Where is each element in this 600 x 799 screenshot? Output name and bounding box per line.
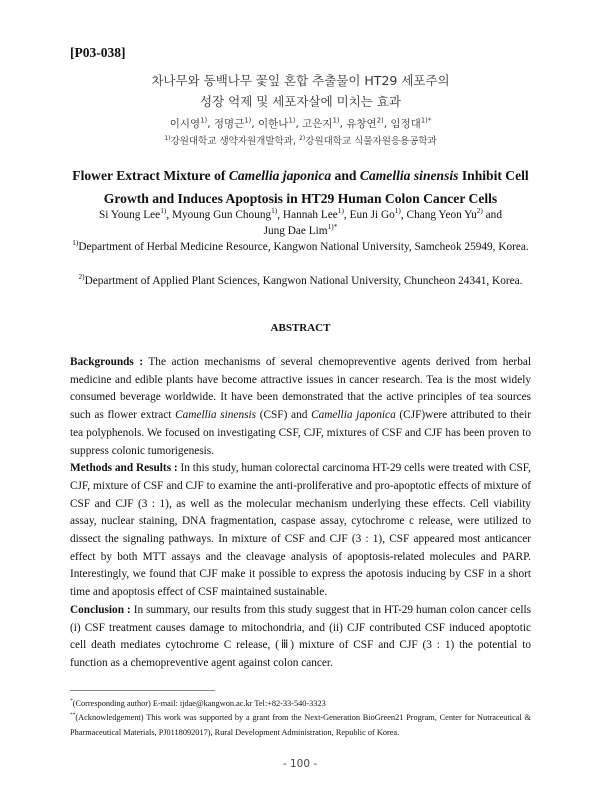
author-sup: 1)* bbox=[327, 222, 338, 232]
footnote-divider bbox=[70, 690, 215, 691]
species-name: Camellia sinensis bbox=[175, 409, 257, 422]
author: Myoung Gun Choung bbox=[171, 209, 272, 221]
author-sup: 1) bbox=[288, 116, 296, 125]
abstract-body bbox=[70, 354, 531, 673]
korean-author: 임정대 bbox=[390, 118, 421, 130]
korean-author: 유창연 bbox=[346, 118, 377, 130]
backgrounds-text: (CSF) and bbox=[256, 409, 312, 422]
author: Chang Yeon Yu bbox=[406, 209, 477, 221]
backgrounds-text: The action mechanisms of several chemopreventive agents derived from herbal medicine and edible plants have become attractive issues in cancer research. Tea is the most widely consumed beverage worldwide. It have been demonstrated that the active principles of tea sources such as flower extract bbox=[70, 356, 531, 422]
affiliation-text: Department of Applied Plant Sciences, Kangwon National University, Chuncheon 24341, Korea. bbox=[84, 275, 523, 287]
author-sup: 1) bbox=[271, 206, 278, 216]
author-sup: 1)* bbox=[420, 116, 432, 125]
korean-title-line-2: 성장 억제 및 세포자살에 미치는 효과 bbox=[200, 94, 401, 109]
title-part: and bbox=[331, 168, 360, 183]
author: Eun Ji Go bbox=[349, 209, 395, 221]
title-species-2: Camellia sinensis bbox=[359, 168, 459, 183]
korean-authors: 이시영$^{1)}$, 정명근$^{1)}$, 이한나$^{1)}$, 고은지$^{1)}$, 유창연$^{2)}$, 임정대$^{1)*}$ bbox=[169, 116, 432, 130]
korean-author: 이시영 bbox=[169, 118, 201, 130]
footnote-text: (Corresponding author) E-mail: ijdae@kangwon.ac.kr Tel:+82-33-540-3323 bbox=[72, 699, 326, 708]
methods-paragraph bbox=[70, 460, 531, 602]
english-authors bbox=[70, 207, 531, 239]
abstract-heading: ABSTRACT bbox=[270, 322, 331, 334]
korean-affil-2: 강원대학교 식물자원응용공학과 bbox=[305, 136, 437, 147]
backgrounds-text: (CJF)were attributed to their tea polyphenols. We focused on investigating CSF, CJF, mixtures of CSF and CJF has been proven to suppress colonic tumorigenesis. bbox=[70, 409, 531, 457]
author: Jung Dae Lim bbox=[263, 225, 328, 237]
title-part: Inhibit Cell bbox=[458, 168, 529, 183]
affiliation-text: Department of Herbal Medicine Resource, Kangwon National University, Samcheok 25949, Korea. bbox=[78, 241, 529, 253]
korean-author: 정명근 bbox=[213, 118, 245, 130]
author: Si Young Lee bbox=[99, 209, 161, 221]
footnote-corresponding bbox=[70, 697, 531, 712]
page-number: - 100 - bbox=[282, 758, 318, 770]
korean-affil-1: 강원대학교 생약자원개발학과, bbox=[170, 136, 296, 147]
author-sup: 2) bbox=[476, 206, 483, 216]
author-sup: 1) bbox=[244, 116, 252, 125]
footnote-acknowledgement bbox=[70, 711, 531, 740]
affiliation-1 bbox=[70, 238, 531, 256]
footnote-text: (Acknowledgement) This work was supported by a grant from the Next-Generation BioGreen21 Program, Center for Nutraceutical & Pharmaceutical Materials, PJ0118092017), Rural Development Administration, Republic of Korea. bbox=[70, 713, 531, 737]
affil-sup: 2) bbox=[78, 272, 85, 282]
conclusion-paragraph bbox=[70, 602, 531, 673]
title-part: Flower Extract Mixture of bbox=[72, 168, 229, 183]
author-sup: 2) bbox=[376, 116, 384, 125]
species-name: Camellia japonica bbox=[311, 409, 396, 422]
affiliation-2 bbox=[70, 272, 531, 290]
author-sep: , bbox=[166, 209, 172, 221]
author-sep: , bbox=[343, 209, 350, 221]
korean-affiliations bbox=[70, 133, 531, 147]
author-sup: 1) bbox=[200, 116, 208, 125]
author-sep: and bbox=[482, 209, 502, 221]
english-title bbox=[70, 164, 531, 210]
author: Hannah Lee bbox=[282, 209, 338, 221]
footnote-mark: ** bbox=[70, 712, 76, 719]
affil-sup: 1) bbox=[72, 238, 79, 248]
methods-label: Methods and Results : bbox=[70, 462, 178, 475]
author-sup: 1) bbox=[332, 116, 340, 125]
author-sup: 1) bbox=[337, 206, 344, 216]
title-line-2: Growth and Induces Apoptosis in HT29 Human Colon Cancer Cells bbox=[103, 191, 498, 206]
paper-code: [P03-038] bbox=[70, 45, 126, 60]
methods-text: In this study, human colorectal carcinoma HT-29 cells were treated with CSF, CJF, mixture of CSF and CJF to examine the anti-proliferative and pro-apoptotic effects of mixture of CSF and CJF (3 : 1), as well as the molecular mechanism underlying these effects. Cell viability assay, nuclear staining, DNA fragmentation, caspase assay, cytochrome c release, were utilized to dissect the signaling pathways. In mixture of CSF and CJF (3 : 1), CSF appeared most anticancer effect by both MTT assays and the cleavage analysis of apoptosis-related molecules and PARP. Interestingly, we found that CJF make it possible to express the apotosis inducing by CSF in a short time and apoptosis effect of CSF maintained sustainable. bbox=[70, 462, 531, 599]
author-sep: , bbox=[400, 209, 407, 221]
conclusion-text: In summary, our results from this study suggest that in HT-29 human colon cancer cells (i) CSF treatment causes damage to mitochondria, and (ii) CJF contributed CSF induced apoptotic cell death mediates cytochrome C release, (ⅲ) mixture of CSF and CJF (3 : 1) the potential to function as a chemopreventive agent against colon cancer. bbox=[70, 603, 531, 669]
korean-author: 고은지 bbox=[302, 118, 333, 130]
footnote-mark: * bbox=[70, 698, 73, 705]
author-sup: 1) bbox=[394, 206, 401, 216]
author-sup: 1) bbox=[160, 206, 167, 216]
backgrounds-label: Backgrounds : bbox=[70, 356, 144, 368]
korean-author: 이한나 bbox=[258, 118, 289, 130]
author-sep: , bbox=[277, 209, 283, 221]
affil-sup: 1) bbox=[164, 134, 171, 142]
title-species-1: Camellia japonica bbox=[228, 168, 332, 183]
conclusion-label: Conclusion : bbox=[70, 603, 131, 616]
korean-title-line-1: 차나무와 동백나무 꽃잎 혼합 추출물이 HT29 세포주의 bbox=[151, 73, 450, 88]
backgrounds-paragraph bbox=[70, 354, 531, 460]
affil-sup: 2) bbox=[298, 134, 306, 142]
